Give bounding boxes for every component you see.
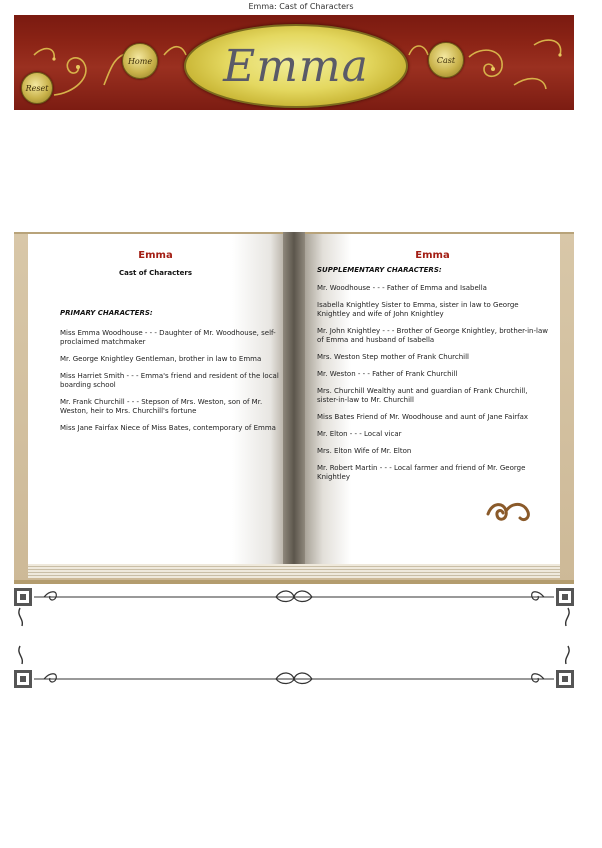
open-book: [14, 232, 574, 584]
character-entry: Mr. Elton - - - Local vicar: [317, 430, 402, 438]
left-page-subtitle: Cast of Characters: [119, 269, 192, 277]
reset-button[interactable]: [21, 72, 53, 104]
book-bottom-edge: [14, 580, 574, 584]
character-entry: Mrs. Churchill Wealthy aunt and guardian of Frank Churchill, sister-in-law to Mr. Churchill: [317, 387, 528, 404]
supplementary-characters-list: [317, 266, 549, 482]
character-entry: Miss Emma Woodhouse - - - Daughter of Mr. Woodhouse, self-proclaimed matchmaker: [60, 329, 276, 346]
emma-logo-text: Emma: [223, 40, 369, 92]
book-spine: [283, 232, 305, 572]
window-title: Emma: Cast of Characters: [248, 2, 354, 11]
primary-characters-list: [60, 309, 284, 433]
right-page-title: Emma: [415, 250, 450, 261]
character-entry: Mr. Woodhouse - - - Father of Emma and Isabella: [317, 284, 487, 292]
supplementary-section-heading: SUPPLEMENTARY CHARACTERS:: [317, 266, 442, 274]
character-entry: Miss Jane Fairfax Niece of Miss Bates, contemporary of Emma: [60, 424, 276, 432]
frame-ornament: [14, 588, 574, 634]
decorative-frame-bottom: [14, 642, 574, 688]
character-entry: Mr. Frank Churchill - - - Stepson of Mrs. Weston, son of Mr. Weston, heir to Mrs. Churchill's fortune: [60, 398, 263, 415]
character-entry: Mrs. Elton Wife of Mr. Elton: [317, 447, 412, 455]
character-entry: Mrs. Weston Step mother of Frank Churchill: [317, 353, 470, 361]
character-entry: Mr. Robert Martin - - - Local farmer and friend of Mr. George Knightley: [317, 464, 526, 481]
home-button[interactable]: [122, 43, 158, 79]
character-entry: Mr. George Knightley Gentleman, brother in law to Emma: [60, 355, 262, 363]
primary-section-heading: PRIMARY CHARACTERS:: [60, 309, 153, 317]
left-page-title: Emma: [138, 250, 173, 261]
right-page: [305, 234, 560, 564]
emma-logo[interactable]: [184, 24, 408, 108]
home-button-label: Home: [127, 56, 153, 66]
cast-button-label: Cast: [436, 55, 456, 65]
decorative-frame-top: [14, 588, 574, 634]
character-entry: Mr. John Knightley - - - Brother of George Knightley, brother-in-law of Emma and husband of Isabella: [317, 327, 548, 344]
reset-button-label: Reset: [25, 83, 49, 93]
book-page-edges: [28, 564, 560, 578]
header-banner: [14, 15, 574, 110]
frame-ornament: [14, 642, 574, 688]
cast-button[interactable]: [428, 42, 464, 78]
left-page: [28, 234, 283, 564]
character-entry: Miss Bates Friend of Mr. Woodhouse and aunt of Jane Fairfax: [317, 413, 529, 421]
character-entry: Miss Harriet Smith - - - Emma's friend and resident of the local boarding school: [60, 372, 279, 389]
character-entry: Isabella Knightley Sister to Emma, sister in law to George Knightley and wife of John Knightley: [317, 301, 519, 318]
flourish-icon: [484, 498, 532, 524]
character-entry: Mr. Weston - - - Father of Frank Churchill: [317, 370, 458, 378]
